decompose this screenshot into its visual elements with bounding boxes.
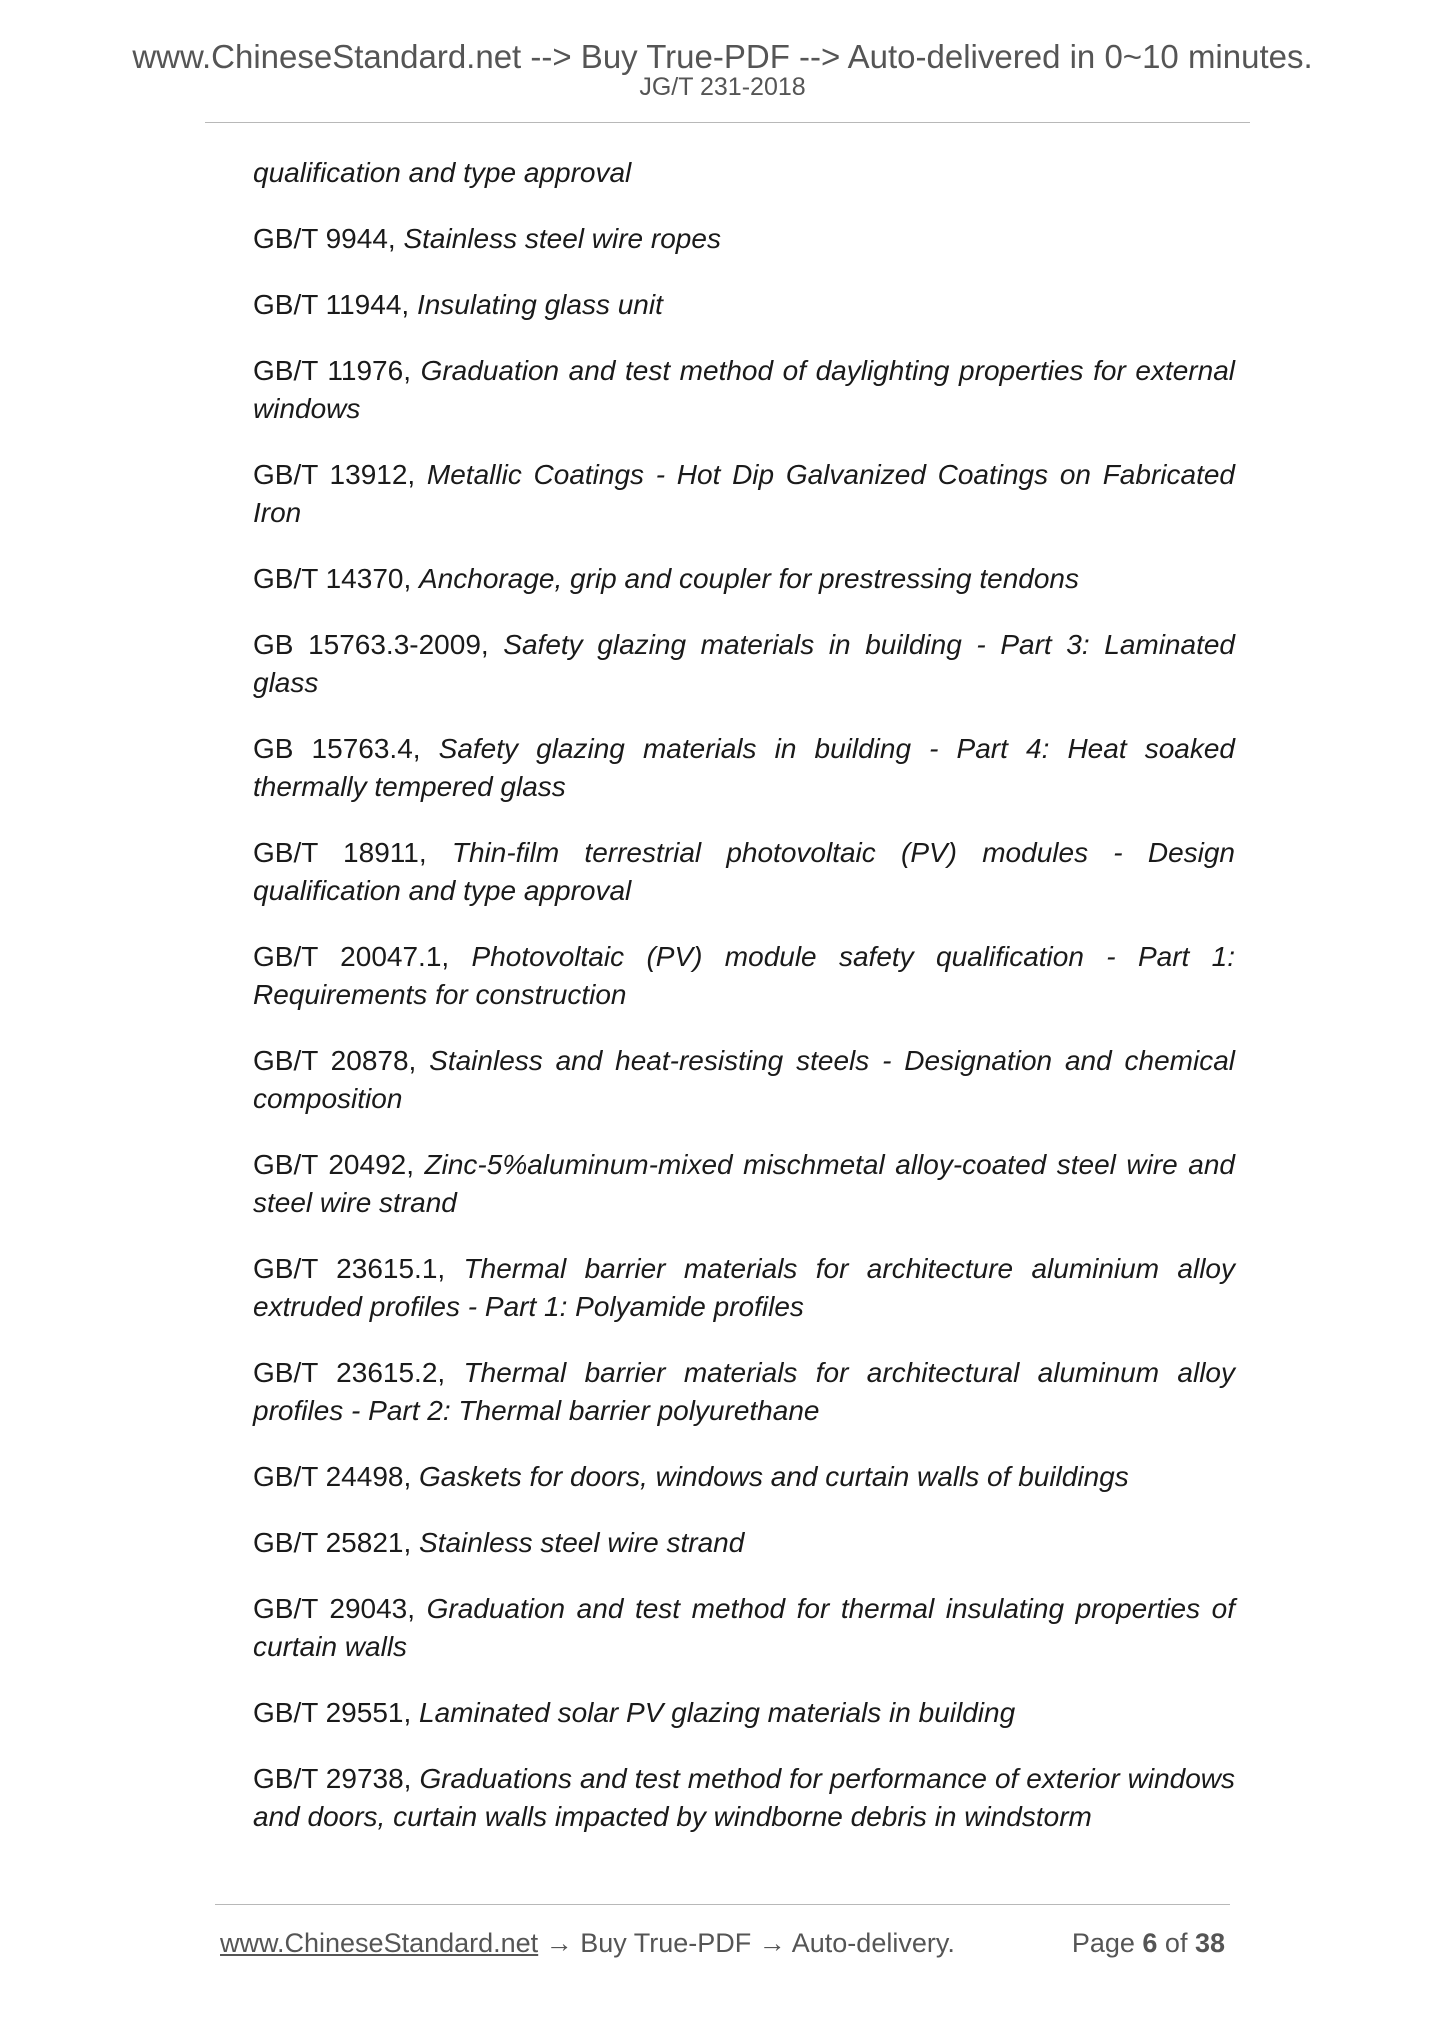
reference-code: GB/T 29738, [253, 1763, 420, 1794]
reference-title: Graduation and test method of daylighting properties for external windows [253, 355, 1235, 424]
page-current: 6 [1142, 1928, 1158, 1958]
reference-entry [253, 1250, 1235, 1326]
reference-title: Stainless steel wire ropes [403, 223, 721, 254]
reference-code: GB/T 20492, [253, 1149, 425, 1180]
normative-references-list [253, 154, 1235, 1864]
reference-entry [253, 1524, 1235, 1562]
reference-code: GB/T 18911, [253, 837, 452, 868]
arrow-right-icon: → [538, 1928, 581, 1958]
reference-entry [253, 1458, 1235, 1496]
reference-title: Thin-film terrestrial photovoltaic (PV) modules - Design qualification and type approval [253, 837, 1236, 906]
reference-code: GB/T 23615.1, [253, 1253, 464, 1284]
reference-title: Safety glazing materials in building - Part 3: Laminated glass [253, 629, 1236, 698]
reference-entry [253, 456, 1235, 532]
footer-divider [215, 1904, 1230, 1905]
reference-code: GB/T 20878, [253, 1045, 430, 1076]
reference-entry [253, 1760, 1235, 1836]
page-number [1072, 1925, 1225, 1961]
document-code: JG/T 231-2018 [639, 73, 806, 101]
site-banner: www.ChineseStandard.net --> Buy True-PDF --> Auto-delivered in 0~10 minutes. [132, 38, 1313, 75]
reference-title: Thermal barrier materials for architectural aluminum alloy profiles - Part 2: Thermal barrier polyurethane [253, 1357, 1235, 1426]
reference-title: Metallic Coatings - Hot Dip Galvanized Coatings on Fabricated Iron [253, 459, 1235, 528]
delivery-text: Auto-delivery. [791, 1928, 955, 1958]
reference-title: Anchorage, grip and coupler for prestressing tendons [419, 563, 1079, 594]
reference-code: GB/T 14370, [253, 563, 420, 594]
arrow-right-icon: → [751, 1928, 792, 1958]
reference-title: Graduations and test method for performance of exterior windows and doors, curtain walls impacted by windborne debris in windstorm [253, 1763, 1236, 1832]
site-link[interactable]: www.ChineseStandard.net [220, 1928, 539, 1958]
reference-title: Thermal barrier materials for architecture aluminium alloy extruded profiles - Part 1: Polyamide profiles [253, 1253, 1235, 1322]
reference-title: Stainless steel wire strand [419, 1527, 745, 1558]
reference-entry [253, 730, 1235, 806]
reference-entry [253, 938, 1235, 1014]
reference-entry [253, 626, 1235, 702]
reference-title: Graduation and test method for thermal insulating properties of curtain walls [253, 1593, 1236, 1662]
reference-code: GB/T 23615.2, [253, 1357, 464, 1388]
reference-entry [253, 352, 1235, 428]
reference-entry [253, 1694, 1235, 1732]
buy-text: Buy True-PDF [580, 1928, 752, 1958]
footer-promo [220, 1925, 955, 1961]
reference-code: GB/T 25821, [253, 1527, 420, 1558]
reference-entry [253, 220, 1235, 258]
reference-entry [253, 1146, 1235, 1222]
reference-code: GB 15763.4, [253, 733, 439, 764]
reference-code: GB/T 24498, [253, 1461, 420, 1492]
reference-title: Gaskets for doors, windows and curtain walls of buildings [419, 1461, 1129, 1492]
reference-code: GB/T 9944, [253, 223, 404, 254]
reference-code: GB/T 13912, [253, 459, 427, 490]
reference-entry [253, 1354, 1235, 1430]
reference-entry [253, 1042, 1235, 1118]
reference-code: GB/T 29551, [253, 1697, 420, 1728]
page-total: 38 [1194, 1928, 1225, 1958]
reference-title: Safety glazing materials in building - Part 4: Heat soaked thermally tempered glass [253, 733, 1235, 802]
page-label: Page [1071, 1928, 1143, 1958]
reference-code: GB/T 20047.1, [253, 941, 472, 972]
reference-entry [253, 154, 1235, 192]
reference-entry [253, 560, 1235, 598]
reference-code: GB/T 29043, [253, 1593, 427, 1624]
reference-entry [253, 834, 1235, 910]
reference-title: Laminated solar PV glazing materials in building [419, 1697, 1016, 1728]
page-footer [220, 1925, 1225, 1961]
reference-entry [253, 1590, 1235, 1666]
reference-title: qualification and type approval [253, 157, 632, 188]
reference-code: GB 15763.3-2009, [253, 629, 504, 660]
reference-code: GB/T 11976, [253, 355, 421, 386]
header-divider [205, 122, 1250, 123]
reference-title: Stainless and heat-resisting steels - Designation and chemical composition [253, 1045, 1235, 1114]
reference-title: Photovoltaic (PV) module safety qualification - Part 1: Requirements for construction [253, 941, 1236, 1010]
of-label: of [1157, 1928, 1195, 1958]
reference-code: GB/T 11944, [253, 289, 417, 320]
reference-title: Insulating glass unit [416, 289, 663, 320]
reference-title: Zinc-5%aluminum-mixed mischmetal alloy-coated steel wire and steel wire strand [253, 1149, 1236, 1218]
reference-entry [253, 286, 1235, 324]
